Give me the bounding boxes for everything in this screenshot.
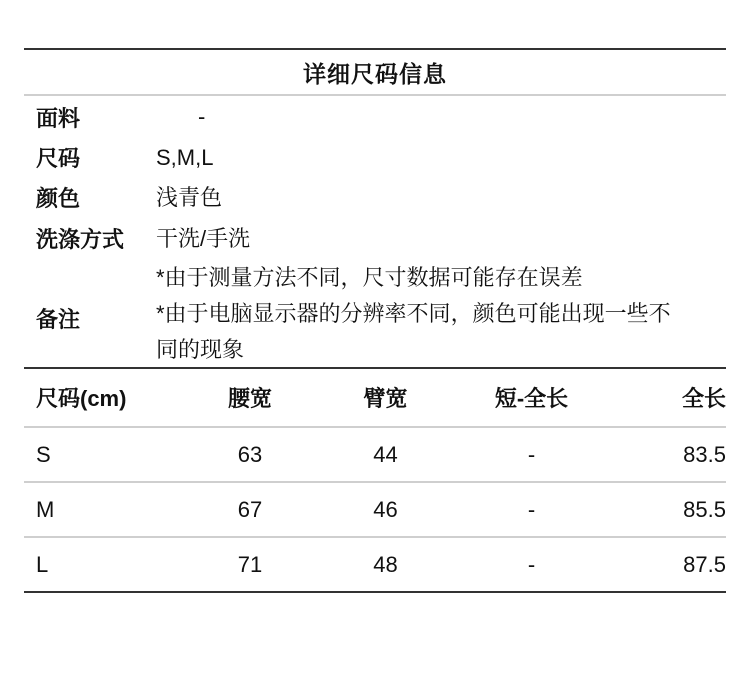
cell-short-length: - <box>527 441 536 467</box>
cell-arm: 48 <box>373 551 398 577</box>
info-row-size <box>24 138 726 177</box>
note-line: *由于测量方法不同，尺寸数据可能存在误差 <box>156 265 583 290</box>
size-info-sheet <box>24 48 726 593</box>
size-table <box>24 369 726 593</box>
cell-short-length: - <box>527 551 536 577</box>
color-label: 颜色 <box>36 186 81 211</box>
info-row-washing <box>24 218 726 259</box>
cell-size: L <box>36 551 49 577</box>
header-arm: 臂宽 <box>363 386 408 411</box>
note-label: 备注 <box>36 306 81 332</box>
cell-waist: 63 <box>237 441 263 467</box>
fabric-label: 面料 <box>36 105 81 131</box>
size-label: 尺码 <box>36 146 81 171</box>
info-row-note <box>24 259 726 367</box>
fabric-value: - <box>198 104 206 129</box>
table-row <box>24 428 726 481</box>
size-value: S,M,L <box>156 144 214 170</box>
header-waist: 腰宽 <box>227 386 272 411</box>
washing-value: 干洗/手洗 <box>156 225 251 251</box>
cell-size: M <box>36 496 55 522</box>
table-row <box>24 483 726 536</box>
table-header-row <box>24 369 726 426</box>
cell-arm: 44 <box>373 441 398 467</box>
table-row <box>24 538 726 591</box>
cell-arm: 46 <box>373 496 398 522</box>
info-row-color <box>24 177 726 218</box>
note-line: *由于电脑显示器的分辨率不同，颜色可能出现一些不 <box>156 301 671 326</box>
header-short-length: 短-全长 <box>494 386 569 411</box>
note-text <box>156 258 726 368</box>
cell-length: 83.5 <box>683 441 726 467</box>
washing-label: 洗涤方式 <box>36 227 125 252</box>
cell-size: S <box>36 441 51 467</box>
cell-short-length: - <box>527 496 536 522</box>
table-bottom-border <box>24 591 726 593</box>
cell-waist: 71 <box>237 551 263 577</box>
cell-length: 85.5 <box>683 496 726 522</box>
header-length: 全长 <box>681 386 726 411</box>
note-line: 同的现象 <box>156 337 245 362</box>
cell-length: 87.5 <box>683 551 726 577</box>
cell-waist: 67 <box>237 496 263 522</box>
header-size: 尺码(cm) <box>36 386 127 411</box>
info-row-fabric <box>24 96 726 138</box>
sheet-title: 详细尺码信息 <box>303 61 447 87</box>
color-value: 浅青色 <box>156 184 223 210</box>
